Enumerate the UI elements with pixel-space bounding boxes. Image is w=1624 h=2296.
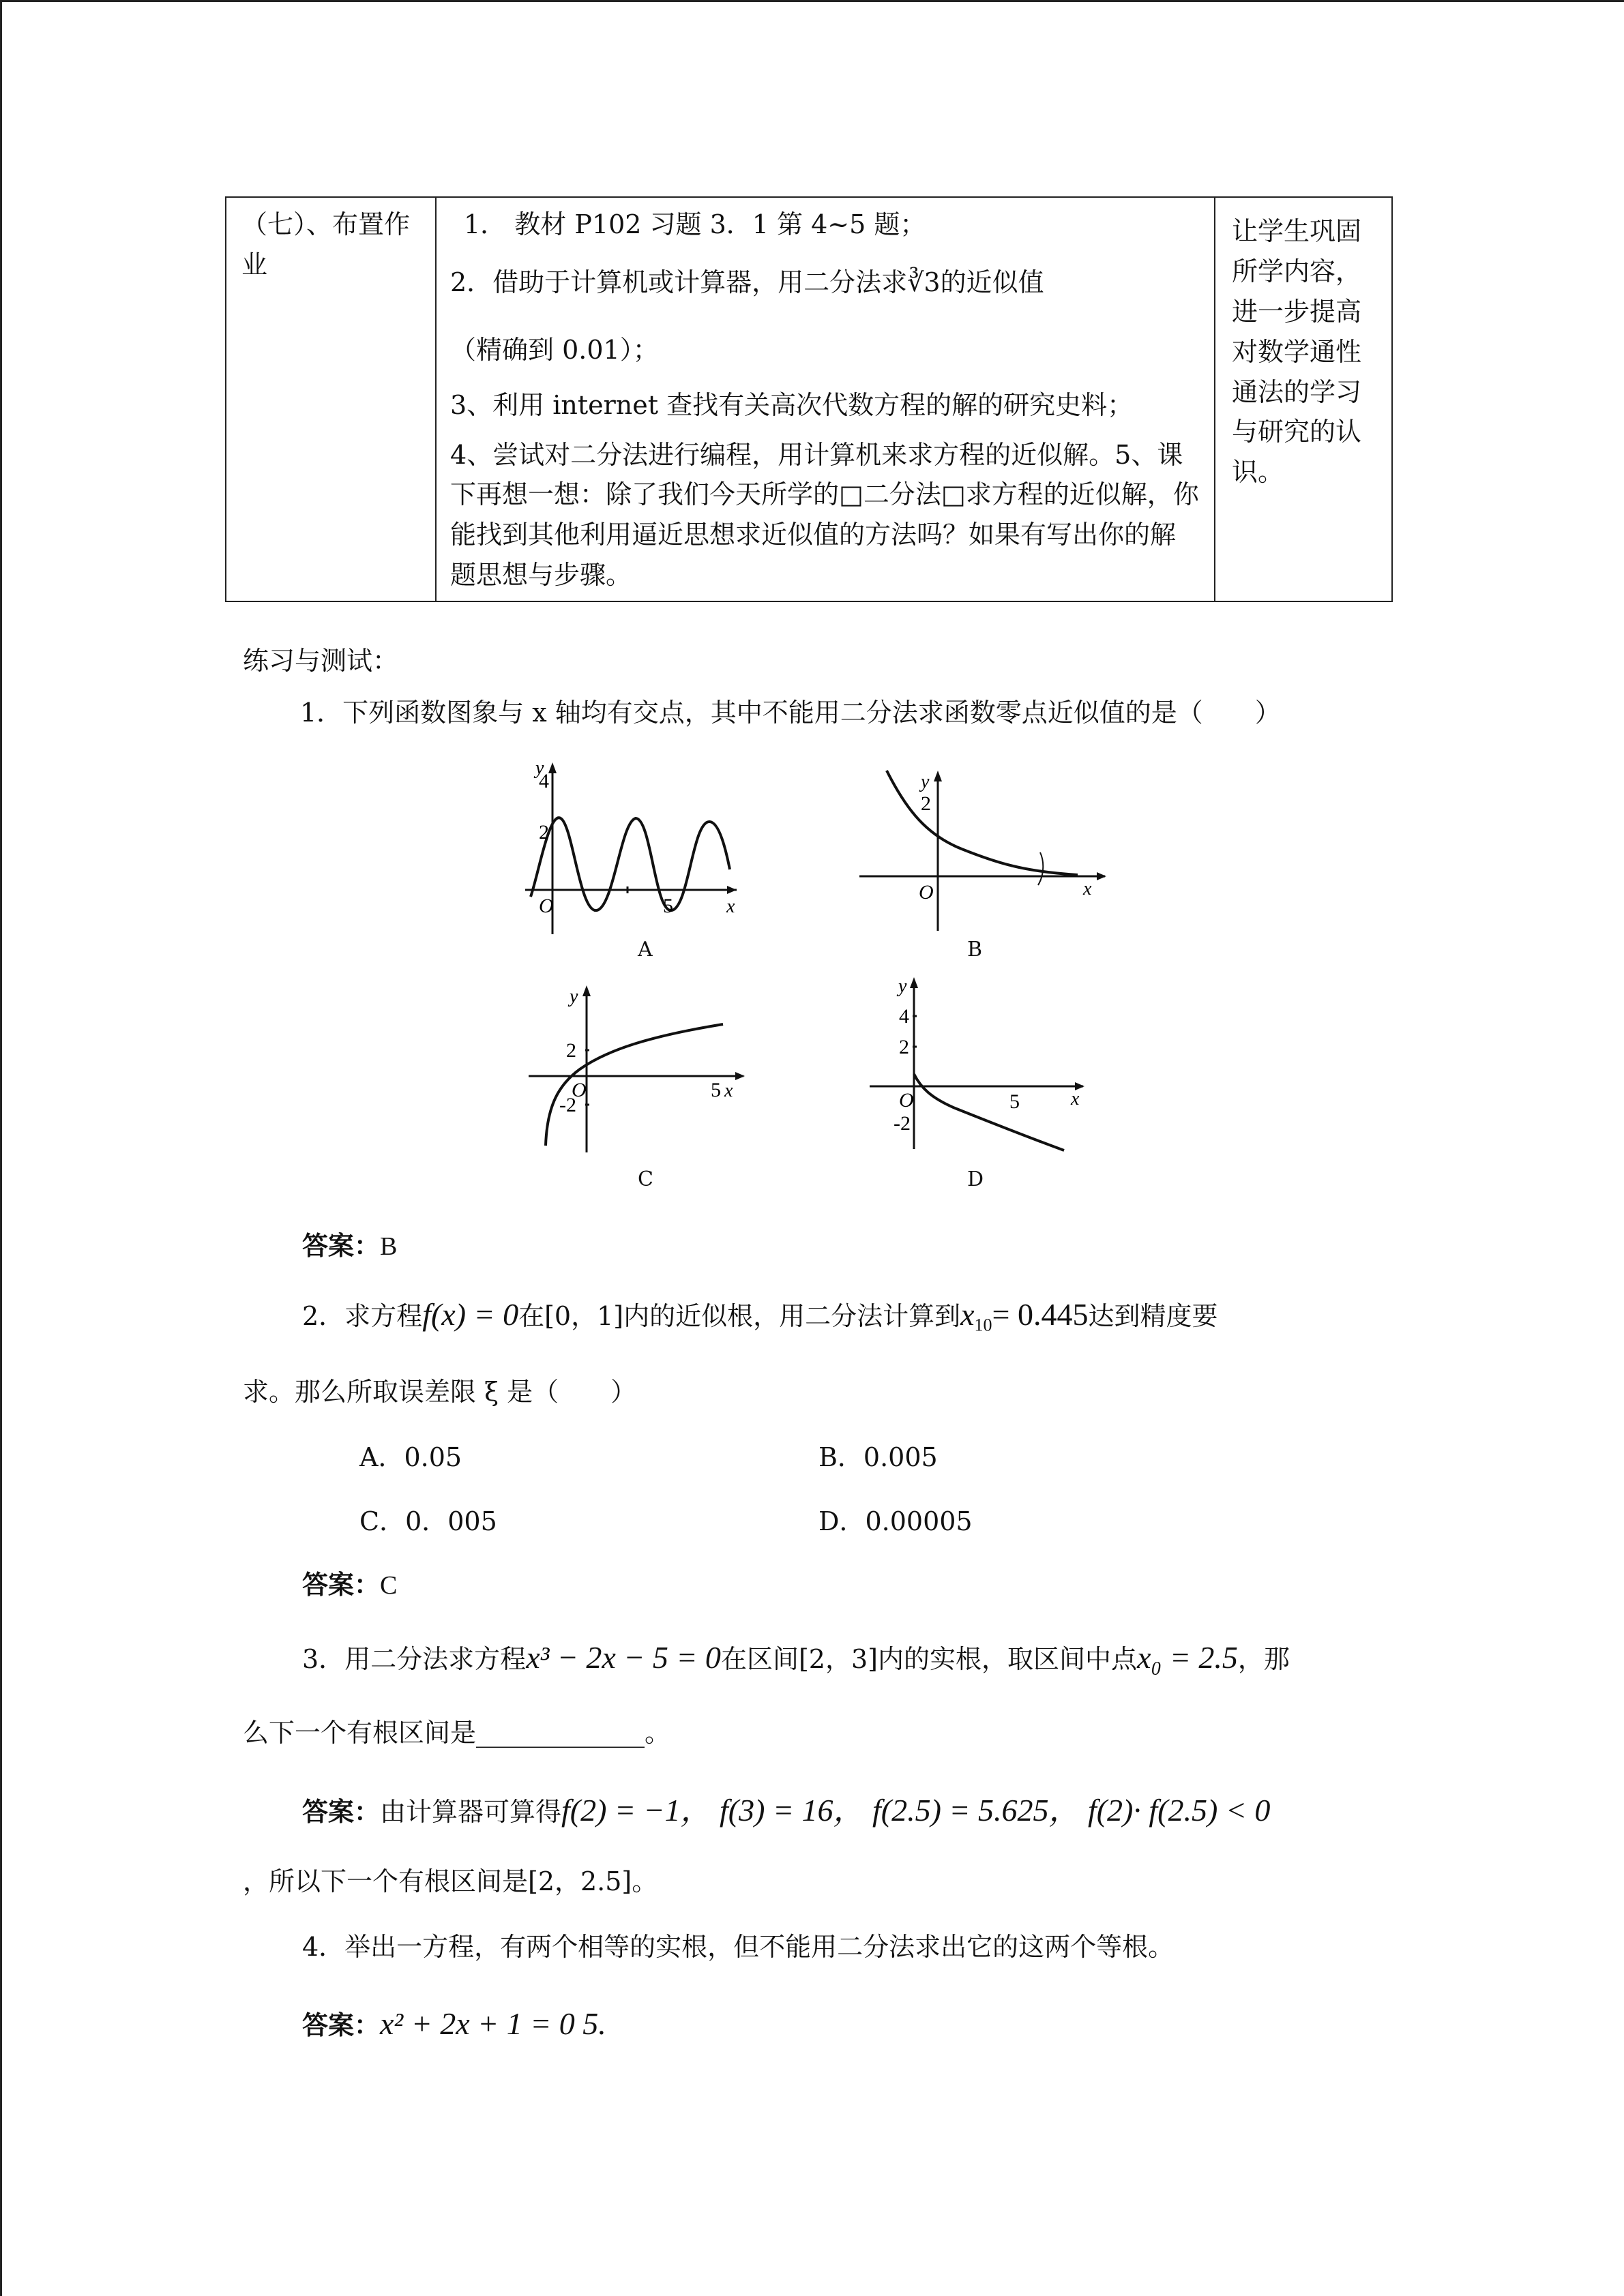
graph-c-label: C <box>638 1167 653 1191</box>
answer-label: 答案： <box>302 2010 381 2040</box>
homework-item-2: 2．借助于计算机或计算器，用二分法求∛3的近似值 <box>450 267 1044 297</box>
question-1: 1．下列函数图象与 x 轴均有交点，其中不能用二分法求函数零点近似值的是（ ） <box>300 698 1281 728</box>
tick-label: 4 <box>899 1005 909 1028</box>
tick-label: 5 <box>1009 1090 1020 1113</box>
x-label: x <box>726 896 735 917</box>
cube-root-3: ∛3 <box>907 267 941 297</box>
y-label: y <box>535 758 544 779</box>
graph-d <box>866 972 1091 1163</box>
tick-label: -2 <box>559 1094 576 1116</box>
graph-a <box>518 757 743 961</box>
y-label: y <box>921 771 930 792</box>
question-2: 2．求方程f(x) = 0在[0，1]内的近似根，用二分法计算到$x_{10}= 0.445$达到精度要 <box>302 1297 1218 1335</box>
practice-heading: 练习与测试： <box>243 646 399 676</box>
x-arrow <box>727 886 737 894</box>
x10-value: = 0.445 <box>992 1297 1089 1332</box>
cubic-equation: x³ − 2x − 5 = 0 <box>526 1640 721 1675</box>
x-arrow <box>735 1072 745 1080</box>
graph-b <box>853 764 1112 941</box>
tick-label: 2 <box>899 1036 909 1058</box>
tick-label: -2 <box>894 1112 911 1135</box>
option-a: A．0.05 <box>359 1442 462 1472</box>
answer-3: 答案：由计算器可算得f(2) = −1， f(3) = 16， f(2.5) = 5.625， f(2)· f(2.5) < 0 <box>302 1793 1271 1828</box>
x-label: x <box>724 1080 733 1101</box>
y-arrow <box>548 762 557 773</box>
x-arrow <box>1097 872 1106 880</box>
answer-equations: f(2) = −1， f(3) = 16， f(2.5) = 5.625， f(2)· f(2.5) < 0 <box>561 1793 1271 1828</box>
x-label: x <box>1071 1088 1080 1109</box>
x-label: x <box>1083 878 1092 899</box>
origin-label: O <box>919 881 934 904</box>
curve-a <box>531 818 730 910</box>
origin-label: O <box>572 1079 587 1101</box>
tick-label: 2 <box>539 821 549 844</box>
midpoint: x₀ = 2.5 <box>1136 1640 1238 1675</box>
graph-a-label: A <box>638 938 653 961</box>
option-d: D．0.00005 <box>818 1506 973 1536</box>
tick-label: 4 <box>539 770 549 792</box>
tick-label: 5 <box>711 1079 721 1101</box>
answer-label: 答案： <box>302 1231 381 1261</box>
y-arrow <box>910 977 918 988</box>
question-3: 3．用二分法求方程x³ − 2x − 5 = 0在区间[2，3]内的实根，取区间中点x₀ = 2.5，那 <box>302 1640 1290 1675</box>
stage-cell: （七）、布置作业 <box>226 197 436 601</box>
answer-label: 答案： <box>302 1797 381 1827</box>
answer-label: 答案： <box>302 1570 381 1600</box>
origin-label: O <box>539 895 554 917</box>
tick-label: 5 <box>663 895 673 917</box>
answer-4 <box>302 2008 606 2040</box>
question-3-line-2: 么下一个有根区间是_____________。 <box>243 1718 671 1748</box>
graph-c <box>525 982 750 1159</box>
y-arrow <box>582 985 591 996</box>
question-2-line-2: 求。那么所取误差限 ξ 是（ ） <box>243 1377 637 1407</box>
tick-label: 2 <box>921 792 931 815</box>
answer-value: C <box>380 1571 398 1600</box>
question-4: 4．举出一方程，有两个相等的实根，但不能用二分法求出它的这两个等根。 <box>302 1932 1175 1962</box>
homework-item-2-precision: （精确到 0.01）； <box>450 334 659 365</box>
purpose-cell: 让学生巩固所学内容，进一步提高对数学通性通法的学习与研究的认识。 <box>1215 197 1392 601</box>
homework-item-4-5: 4、尝试对二分法进行编程，用计算机来求方程的近似解。5、课下再想一想：除了我们今天所学的□二分法□求方程的近似解，你能找到其他利用逼近思想求近似值的方法吗？如果有写出你的解题思想与步骤。 <box>450 439 1199 591</box>
answer-3-line-2: ，所以下一个有根区间是[2，2.5]。 <box>243 1866 658 1896</box>
origin-label: O <box>899 1089 914 1112</box>
y-label: y <box>570 986 578 1007</box>
option-c: C．0．005 <box>359 1506 497 1536</box>
homework-item-3: 3、利用 internet 查找有关高次代数方程的解的研究史料； <box>450 389 1134 420</box>
answer-equation: x² + 2x + 1 = 0 5. <box>380 2006 606 2041</box>
homework-cell <box>436 197 1215 601</box>
sketch-mark <box>1038 852 1043 885</box>
homework-item-1: 1． 教材 P102 习题 3．1 第 4~5 题； <box>464 209 926 239</box>
graph-b-label: B <box>967 938 983 961</box>
y-arrow <box>934 771 942 781</box>
curve-b <box>887 771 1078 875</box>
lesson-plan-table <box>225 196 1393 602</box>
answer-value: B <box>380 1232 398 1261</box>
answer-1 <box>302 1233 397 1259</box>
equation-f: f(x) = 0 <box>422 1297 519 1332</box>
x10: x <box>960 1297 975 1332</box>
graph-d-label: D <box>967 1167 984 1191</box>
tick-label: 2 <box>566 1039 576 1062</box>
y-label: y <box>898 976 907 997</box>
table-row <box>226 197 1392 601</box>
option-b: B．0.005 <box>818 1442 938 1472</box>
answer-2 <box>302 1572 397 1598</box>
